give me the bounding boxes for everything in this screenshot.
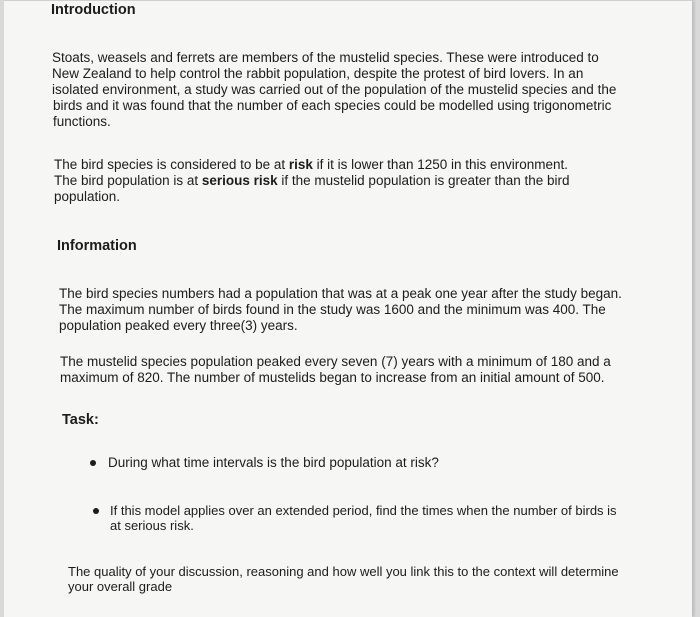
task-bullet1: During what time intervals is the bird population at risk? (108, 455, 439, 470)
risk-term: risk (288, 157, 313, 172)
intro-p2-line1: The bird species is considered to be at risk if it is lower than 1250 in this environment. (54, 157, 569, 172)
intro-p1-line5: functions. (53, 114, 111, 129)
intro-p2-line2: The bird population is at serious risk if the mustelid population is greater than the bird (54, 173, 570, 188)
intro-p1-line4: birds and it was found that the number of each species could be modelled using trigonometric (53, 98, 612, 113)
info-p1-line3: population peaked every three(3) years. (59, 318, 298, 333)
task-heading: Task: (62, 412, 99, 428)
intro-p2-line3: population. (54, 189, 121, 204)
top-divider (4, 0, 692, 1)
task-bullet2-line2: at serious risk. (110, 518, 194, 533)
intro-p1-line1: Stoats, weasels and ferrets are members of the mustelid species. These were introduced to (52, 50, 599, 65)
task-bullet2-line1: If this model applies over an extended period, find the times when the number of birds is (110, 503, 617, 518)
intro-p1-line2: New Zealand to help control the rabbit population, despite the protest of bird lovers. In an (52, 66, 584, 81)
serious-risk-term: serious risk (201, 173, 278, 188)
intro-p1-line3: isolated environment, a study was carried out of the population of the mustelid species and the (52, 82, 617, 97)
information-heading: Information (57, 238, 137, 254)
info-p2-line1: The mustelid species population peaked every seven (7) years with a minimum of 180 and a (60, 354, 611, 369)
bullet-icon (93, 508, 99, 514)
introduction-heading: Introduction (51, 2, 136, 18)
info-p1-line1: The bird species numbers had a population that was at a peak one year after the study began. (59, 286, 622, 301)
closing-line1: The quality of your discussion, reasoning and how well you link this to the context will determine (68, 564, 619, 579)
document-page (4, 0, 692, 617)
info-p1-line2: The maximum number of birds found in the study was 1600 and the minimum was 400. The (59, 302, 606, 317)
info-p2-line2: maximum of 820. The number of mustelids began to increase from an initial amount of 500. (60, 370, 605, 385)
bullet-icon (90, 460, 96, 466)
closing-line2: your overall grade (68, 579, 173, 594)
